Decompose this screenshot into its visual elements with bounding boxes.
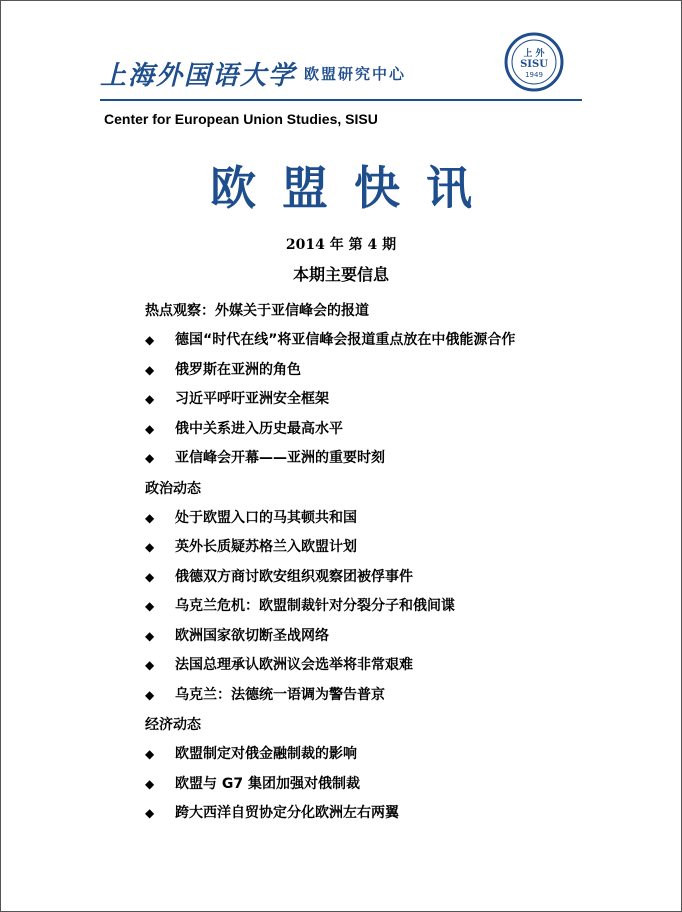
list-item-text: 欧盟与 G7 集团加强对俄制裁	[175, 775, 360, 792]
list-item	[145, 504, 645, 534]
list-item-text: 德国“时代在线”将亚信峰会报道重点放在中俄能源合作	[175, 332, 516, 348]
list-item-text: 亚信峰会开幕——亚洲的重要时刻	[175, 450, 385, 466]
list-item-text: 俄罗斯在亚洲的角色	[175, 361, 301, 378]
list-item	[145, 799, 645, 829]
list-item-text: 俄德双方商讨欧安组织观察团被俘事件	[175, 568, 413, 585]
list-item	[145, 533, 645, 563]
diamond-bullet-icon: ◆	[145, 421, 155, 436]
diamond-bullet-icon: ◆	[145, 747, 155, 761]
university-logo-text: 上海外国语大学	[100, 61, 297, 91]
diamond-bullet-icon: ◆	[145, 569, 155, 584]
diamond-bullet-icon: ◆	[145, 510, 155, 525]
list-item	[145, 681, 645, 711]
diamond-bullet-icon: ◆	[145, 451, 155, 465]
list-item-text: 俄中关系进入历史最高水平	[175, 420, 343, 437]
list-item-text: 欧洲国家欲切断圣战网络	[175, 627, 329, 644]
section-heading-politics: 政治动态	[145, 480, 201, 497]
diamond-bullet-icon: ◆	[145, 687, 155, 702]
diamond-bullet-icon: ◆	[145, 333, 155, 347]
center-name-en: Center for European Union Studies, SISU	[104, 111, 378, 127]
diamond-bullet-icon: ◆	[145, 362, 155, 377]
section-heading-hot-topics: 热点观察：外媒关于亚信峰会的报道	[145, 303, 369, 319]
diamond-bullet-icon: ◆	[145, 540, 155, 554]
diamond-bullet-icon: ◆	[145, 599, 155, 613]
seal-year-text: 1949	[525, 71, 543, 79]
list-item	[145, 651, 645, 681]
list-item	[145, 444, 645, 474]
table-of-contents	[145, 296, 645, 829]
page-title: 欧盟快讯	[210, 161, 498, 215]
issue-number: 2014 年 第 4 期	[285, 237, 397, 253]
diamond-bullet-icon: ◆	[145, 628, 155, 643]
section-heading-economy: 经济动态	[145, 717, 201, 733]
university-seal-icon	[504, 32, 564, 92]
list-item-text: 英外长质疑苏格兰入欧盟计划	[175, 539, 357, 555]
list-item	[145, 740, 645, 770]
list-item	[145, 356, 645, 386]
diamond-bullet-icon: ◆	[145, 776, 155, 791]
list-item	[145, 563, 645, 593]
diamond-bullet-icon: ◆	[145, 392, 155, 406]
list-item	[145, 770, 645, 800]
list-item	[145, 592, 645, 622]
diamond-bullet-icon: ◆	[145, 658, 155, 672]
seal-top-text: 上 外	[523, 49, 545, 59]
main-heading: 本期主要信息	[292, 265, 389, 284]
seal-mid-text: SISU	[520, 59, 548, 70]
center-name-cn: 欧盟研究中心	[304, 65, 407, 83]
header-divider	[100, 99, 582, 101]
list-item	[145, 326, 645, 356]
diamond-bullet-icon: ◆	[145, 806, 155, 820]
list-item-text: 乌克兰危机：欧盟制裁针对分裂分子和俄间谍	[175, 598, 455, 614]
list-item	[145, 415, 645, 445]
list-item-text: 跨大西洋自贸协定分化欧洲左右两翼	[175, 805, 399, 821]
list-item-text: 习近平呼吁亚洲安全框架	[175, 391, 329, 407]
list-item-text: 处于欧盟入口的马其顿共和国	[175, 509, 357, 526]
list-item-text: 法国总理承认欧洲议会选举将非常艰难	[175, 657, 413, 673]
list-item	[145, 622, 645, 652]
list-item-text: 欧盟制定对俄金融制裁的影响	[175, 746, 357, 762]
list-item-text: 乌克兰：法德统一语调为警告普京	[175, 686, 385, 703]
list-item	[145, 385, 645, 415]
